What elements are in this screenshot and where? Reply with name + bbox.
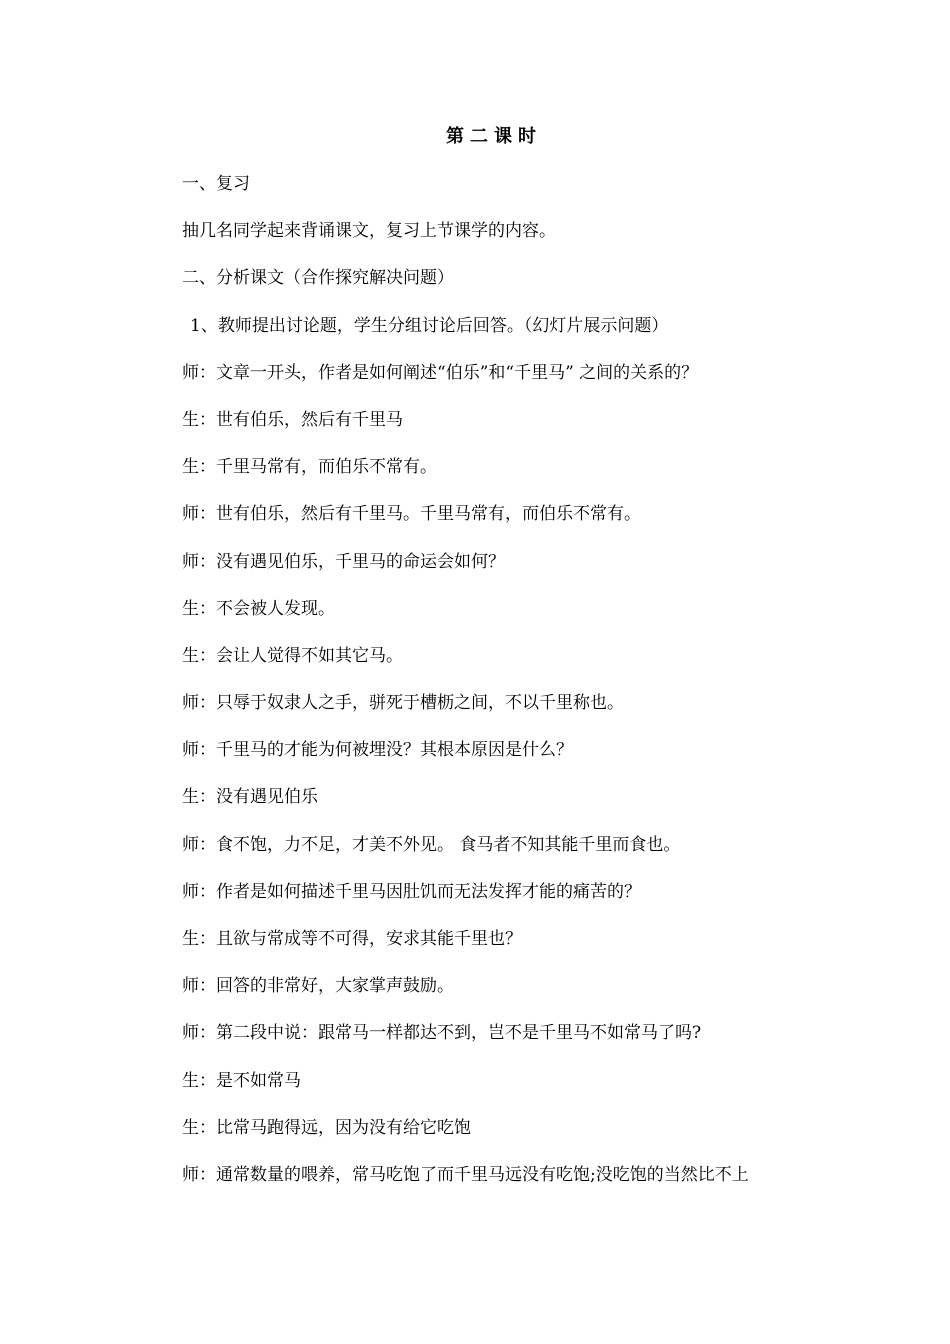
- dialogue-line: 生：不会被人发现。: [182, 598, 335, 619]
- dialogue-line: 生：会让人觉得不如其它马。: [182, 645, 403, 666]
- numbered-paragraph: 1、教师提出讨论题，学生分组讨论后回答。（幻灯片展示问题）: [190, 315, 669, 336]
- dialogue-line: 师：回答的非常好，大家掌声鼓励。: [182, 976, 454, 997]
- dialogue-line: 师：世有伯乐，然后有千里马。千里马常有，而伯乐不常有。: [182, 504, 641, 525]
- dialogue-line: 师：没有遇见伯乐，千里马的命运会如何？: [182, 551, 505, 572]
- section-heading-review: 一、复习: [182, 174, 250, 194]
- dialogue-line: 师：只辱于奴隶人之手，骈死于槽枥之间，不以千里称也。: [182, 693, 624, 714]
- dialogue-line: 生：千里马常有，而伯乐不常有。: [182, 457, 437, 478]
- dialogue-line: 师：文章一开头，作者是如何阐述“伯乐”和“千里马” 之间的关系的？: [182, 362, 699, 383]
- dialogue-line: 生：没有遇见伯乐: [182, 787, 318, 808]
- section-heading-analysis: 二、分析课文（合作探究解决问题）: [182, 268, 454, 289]
- document-body: [182, 172, 822, 1210]
- dialogue-line: 师：千里马的才能为何被埋没？其根本原因是什么？: [182, 740, 573, 761]
- dialogue-line: 生：比常马跑得远，因为没有给它吃饱: [182, 1117, 471, 1138]
- paragraph: 抽几名同学起来背诵课文，复习上节课学的内容。: [182, 221, 556, 242]
- dialogue-line: 生：世有伯乐，然后有千里马: [182, 409, 403, 430]
- dialogue-line: 师：第二段中说：跟常马一样都达不到，岂不是千里马不如常马了吗?: [182, 1023, 702, 1044]
- dialogue-line: 师：通常数量的喂养，常马吃饱了而千里马远没有吃饱;没吃饱的当然比不上: [182, 1164, 749, 1185]
- page-title: 第二课时: [446, 126, 542, 147]
- dialogue-line: 生：是不如常马: [182, 1070, 301, 1091]
- dialogue-line: 生：且欲与常成等不可得，安求其能千里也？: [182, 929, 522, 949]
- dialogue-line: 师：食不饱，力不足，才美不外见。 食马者不知其能千里而食也。: [182, 834, 681, 855]
- dialogue-line: 师：作者是如何描述千里马因肚饥而无法发挥才能的痛苦的？: [182, 881, 641, 902]
